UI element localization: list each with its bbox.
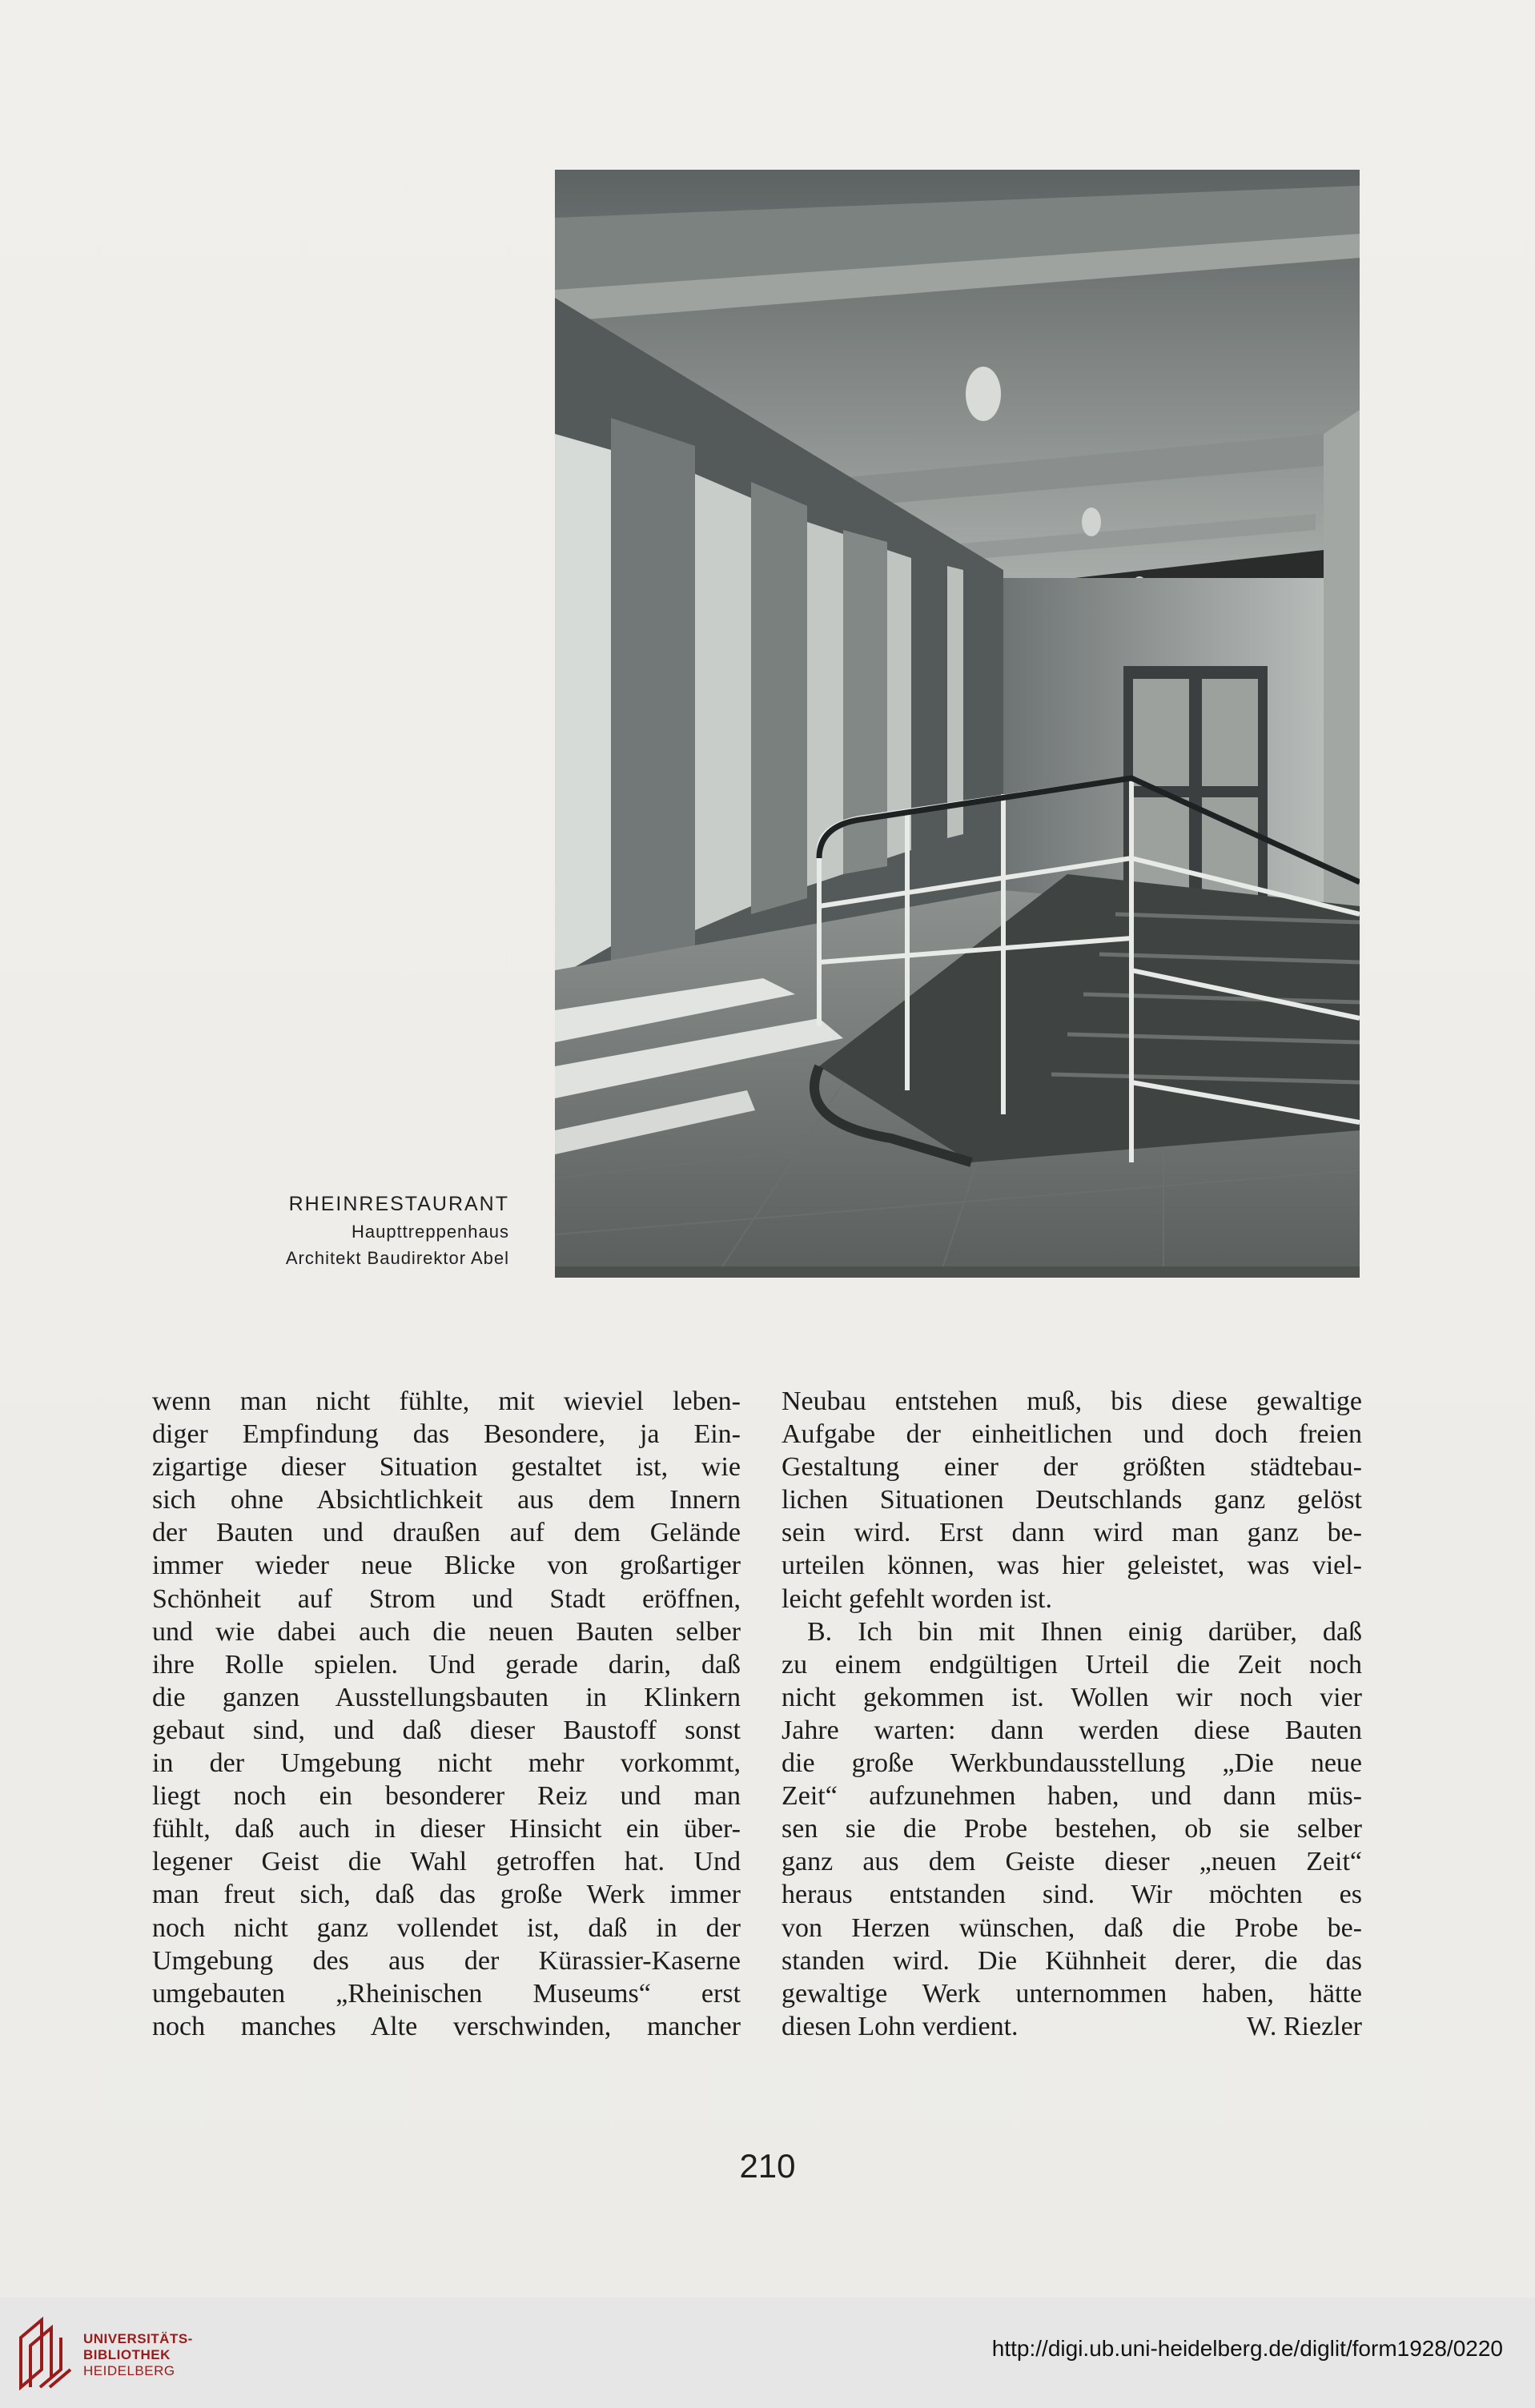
text-line: urteilen können, was hier geleistet, was viel- xyxy=(782,1551,1362,1581)
text-line: die große Werkbundausstellung „Die neue xyxy=(782,1748,1362,1779)
text-line: und wie dabei auch die neuen Bauten selber xyxy=(152,1616,741,1647)
text-line: liegt noch ein besonderer Reiz und man xyxy=(152,1781,741,1812)
text-line: Jahre warten: dann werden diese Bauten xyxy=(782,1715,1362,1745)
text-line: gewaltige Werk unternommen haben, hätte xyxy=(782,1978,1362,2009)
staircase-photograph xyxy=(555,170,1360,1278)
text-line: ihre Rolle spielen. Und gerade darin, daß xyxy=(152,1649,741,1680)
text-line: die ganzen Ausstellungsbauten in Klinkern xyxy=(152,1682,741,1712)
text-line: Zeit“ aufzunehmen haben, und dann müs- xyxy=(782,1781,1362,1812)
text-line: immer wieder neue Blicke von großartiger xyxy=(152,1551,741,1581)
text-line: der Bauten und draußen auf dem Gelände xyxy=(152,1518,741,1548)
text-line: gebaut sind, und daß dieser Baustoff sonst xyxy=(152,1715,741,1745)
text-line: in der Umgebung nicht mehr vorkommt, xyxy=(152,1748,741,1779)
text-line: zu einem endgültigen Urteil die Zeit noch xyxy=(782,1649,1362,1680)
text-line: ganz aus dem Geiste dieser „neuen Zeit“ xyxy=(782,1847,1362,1877)
closing-text: diesen Lohn verdient. xyxy=(782,2011,1019,2041)
text-line: wenn man nicht fühlte, mit wieviel leben- xyxy=(152,1387,741,1416)
text-line: zigartige dieser Situation gestaltet ist, wie xyxy=(152,1452,741,1483)
text-line: sein wird. Erst dann wird man ganz be- xyxy=(782,1518,1362,1548)
text-line: Gestaltung einer der größten städtebau- xyxy=(782,1452,1362,1483)
text-line: von Herzen wünschen, daß die Probe be- xyxy=(782,1912,1362,1943)
text-line: noch nicht ganz vollendet ist, daß in der xyxy=(152,1912,741,1943)
text-line: sen sie die Probe bestehen, ob sie selber xyxy=(782,1814,1362,1844)
caption-credit: Architekt Baudirektor Abel xyxy=(285,1248,509,1268)
text-line: leicht gefehlt worden ist. xyxy=(782,1583,1053,1614)
text-line: lichen Situationen Deutschlands ganz gelöst xyxy=(782,1485,1362,1515)
text-column-left xyxy=(152,1385,741,2043)
text-line: heraus entstanden sind. Wir möchten es xyxy=(782,1880,1362,1910)
photo-caption xyxy=(286,1190,509,1271)
logo-line-2: BIBLIOTHEK xyxy=(83,2347,171,2362)
text-line: Neubau entstehen muß, bis diese gewaltige xyxy=(782,1387,1362,1416)
page-number: 210 xyxy=(739,2147,796,2185)
library-logo-icon xyxy=(18,2314,74,2390)
text-line: fühlt, daß auch in dieser Hinsicht ein über- xyxy=(152,1814,741,1844)
text-line: standen wird. Die Kühnheit derer, die das xyxy=(782,1945,1362,1976)
text-line: nicht gekommen ist. Wollen wir noch vier xyxy=(782,1682,1362,1712)
library-logo-text xyxy=(83,2331,193,2379)
text-column-right xyxy=(782,1385,1362,2043)
logo-line-3: HEIDELBERG xyxy=(83,2363,175,2378)
text-line: man freut sich, daß das große Werk immer xyxy=(152,1880,741,1910)
text-line: diger Empfindung das Besondere, ja Ein- xyxy=(152,1419,741,1450)
text-line: sich ohne Absichtlichkeit aus dem Innern xyxy=(152,1485,741,1515)
closing-line xyxy=(782,2010,1362,2043)
text-line: noch manches Alte verschwinden, mancher xyxy=(152,2011,741,2041)
text-line: Umgebung des aus der Kürassier-Kaserne xyxy=(152,1945,741,1976)
text-line: umgebauten „Rheinischen Museums“ erst xyxy=(152,1978,741,2009)
source-url-link[interactable]: http://digi.ub.uni-heidelberg.de/diglit/form1928/0220 xyxy=(991,2336,1503,2361)
text-line: B. Ich bin mit Ihnen einig darüber, daß xyxy=(807,1616,1362,1647)
caption-title: RHEINRESTAURANT xyxy=(288,1193,509,1215)
text-line: legener Geist die Wahl getroffen hat. Und xyxy=(152,1847,741,1877)
logo-line-1: UNIVERSITÄTS- xyxy=(83,2331,193,2346)
author-signature: W. Riezler xyxy=(1246,2011,1362,2041)
footer-bar xyxy=(0,2298,1535,2408)
text-line: Aufgabe der einheitlichen und doch freien xyxy=(782,1419,1362,1450)
caption-subtitle: Haupttreppenhaus xyxy=(351,1222,509,1242)
text-line: Schönheit auf Strom und Stadt eröffnen, xyxy=(152,1583,741,1614)
